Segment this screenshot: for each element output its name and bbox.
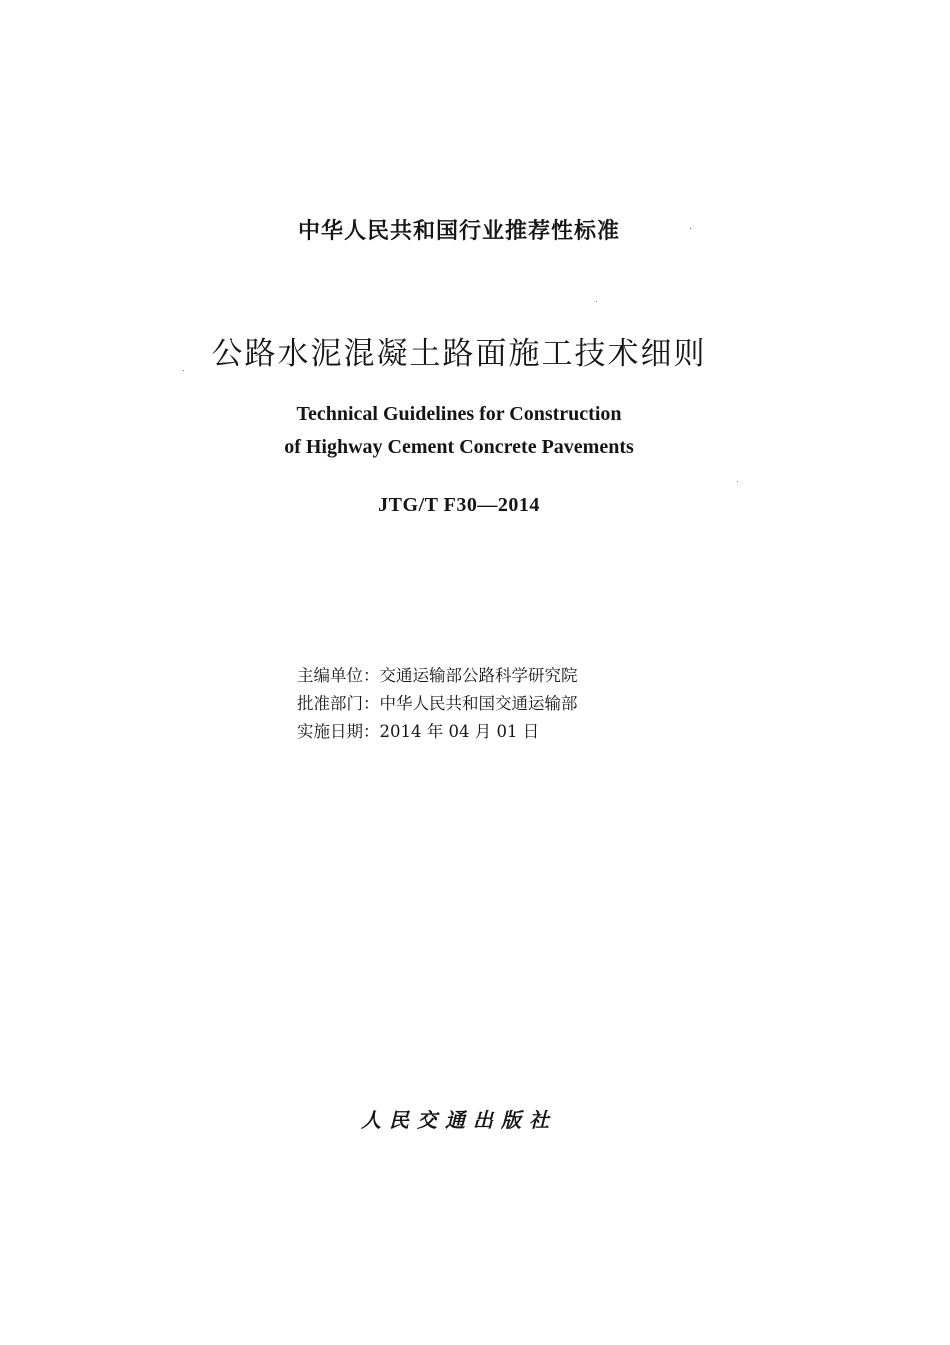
info-row-approver <box>297 690 578 718</box>
info-row-editor <box>297 662 578 690</box>
standard-classification: 中华人民共和国行业推荐性标准 <box>297 219 620 244</box>
title-english <box>0 398 918 464</box>
info-block <box>297 662 578 746</box>
info-value: 中华人民共和国交通运输部 <box>379 694 578 713</box>
title-english-line-2: of Highway Cement Concrete Pavements <box>284 436 634 458</box>
info-value: 交通运输部公路科学研究院 <box>379 666 578 685</box>
scan-speck <box>690 228 691 229</box>
scan-speck <box>183 370 184 371</box>
info-row-date <box>297 718 578 746</box>
scan-speck <box>737 481 738 482</box>
title-chinese: 公路水泥混凝土路面施工技术细则 <box>211 336 707 372</box>
standard-code: JTG/T F30—2014 <box>378 494 540 516</box>
scan-speck <box>596 301 597 302</box>
info-value: 2014 年 04 月 01 日 <box>379 722 540 741</box>
info-label: 主编单位： <box>297 666 380 685</box>
publisher-name: 人民交通出版社 <box>361 1108 557 1132</box>
info-label: 实施日期： <box>297 722 380 741</box>
title-english-line-1: Technical Guidelines for Construction <box>296 403 622 425</box>
info-label: 批准部门： <box>297 694 380 713</box>
